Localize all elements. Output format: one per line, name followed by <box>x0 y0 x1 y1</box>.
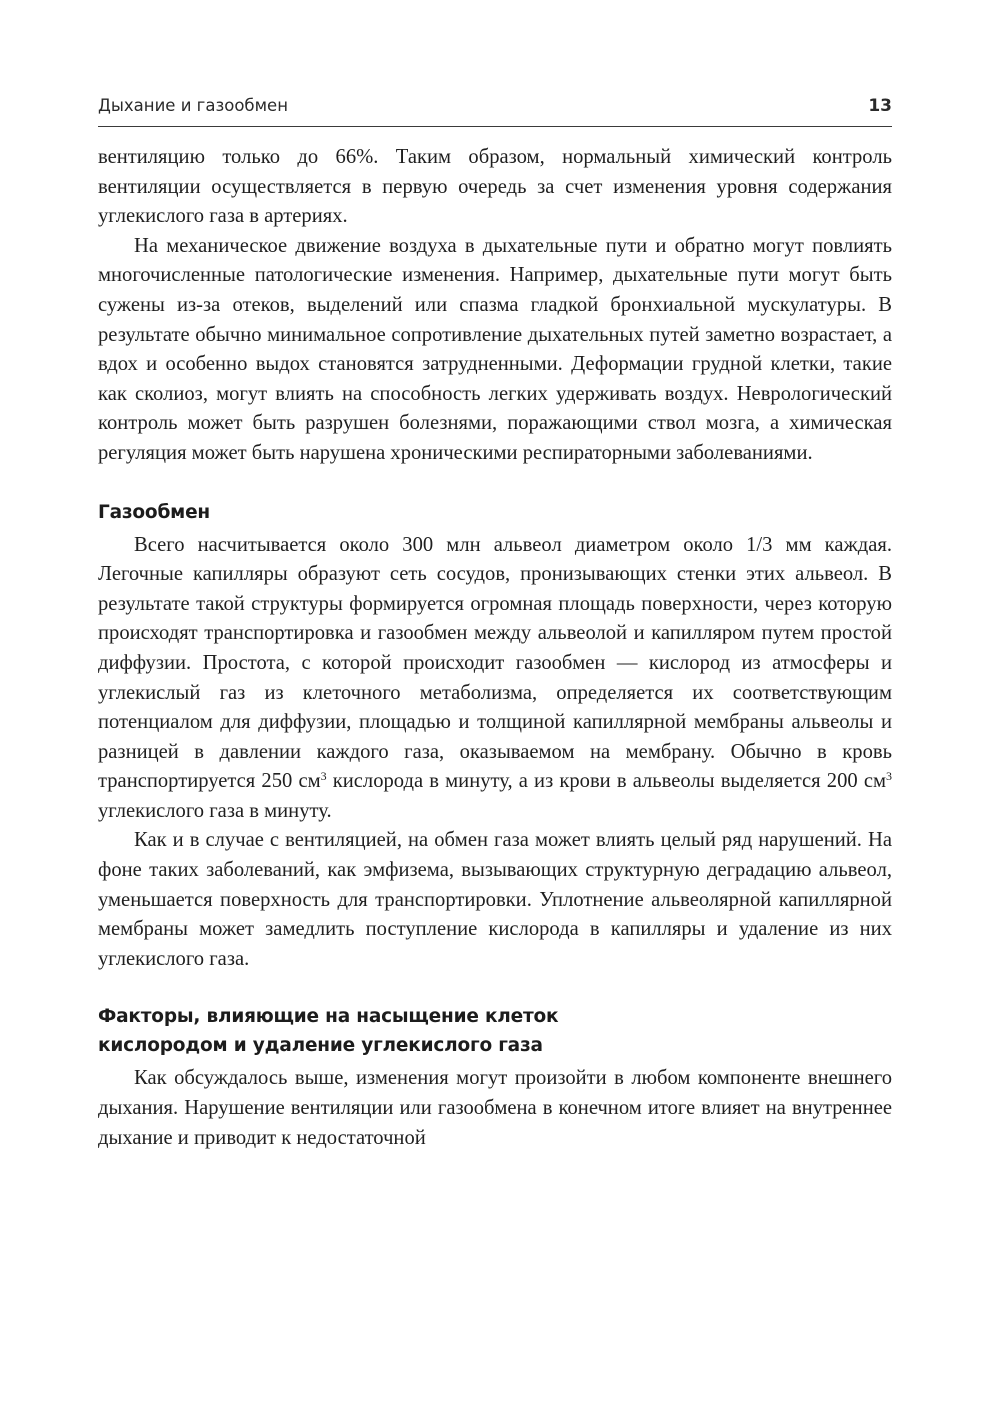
book-page <box>98 96 892 1153</box>
alveoli-text-part3: углекислого газа в минуту. <box>98 799 332 822</box>
section-heading-factors-line2: кислородом и удаление углекислого газа <box>98 1035 543 1057</box>
paragraph-external-respiration: Как обсуждалось выше, изменения могут произойти в любом компоненте внешнего дыхания. Нарушение вентиляции или газообмена в конечном итоге влияет на внутреннее дыхание и приводит к недостаточной <box>98 1067 892 1149</box>
superscript-cubic-2: 3 <box>886 769 892 784</box>
paragraph-exchange-disorders: Как и в случае с вентиляцией, на обмен газа может влиять целый ряд нарушений. На фоне таких заболеваний, как эмфизема, вызывающих структурную деградацию альвеол, уменьшается поверхность для транспортировки. Уплотнение альвеолярной капиллярной мембраны может замедлить поступление кислорода в капилляры и удаление из них углекислого газа. <box>98 829 892 970</box>
section-heading-factors <box>98 1002 892 1060</box>
alveoli-text-part2: кислорода в минуту, а из крови в альвеолы выделяется 200 см <box>326 770 886 793</box>
running-head-title: Дыхание и газообмен <box>98 96 288 115</box>
section-heading-gas-exchange: Газообмен <box>98 501 211 523</box>
section-heading-factors-line1: Факторы, влияющие на насыщение клеток <box>98 1006 559 1028</box>
alveoli-text-part1: Всего насчитывается около 300 млн альвеол диаметром около 1/3 мм каждая. Легочные капилляры образуют сеть сосудов, пронизывающих стенки этих альвеол. В результате такой структуры формируется огромная площадь поверхности, через которую происходят транспортировка и газообмен между альвеолой и капилляром путем простой диффузии. Простота, с которой происходит газообмен — кислород из атмосферы и углекислый газ из клеточного метаболизма, определяется их соответствующим потенциалом для диффузии, площадью и толщиной капиллярной мембраны альвеолы и разницей в давлении каждого газа, оказываемом на мембрану. Обычно в кровь транспортируется 250 см <box>98 533 892 793</box>
paragraph-continuation: вентиляцию только до 66%. Таким образом, нормальный химический контроль вентиляции осуществляется в первую очередь за счет изменения уровня содержания углекислого газа в артериях. <box>98 146 892 228</box>
running-head <box>98 96 892 127</box>
superscript-cubic-1: 3 <box>320 769 327 784</box>
page-number: 13 <box>868 96 892 116</box>
paragraph-mechanical-movement: На механическое движение воздуха в дыхательные пути и обратно могут повлиять многочисленные патологические изменения. Например, дыхательные пути могут быть сужены из-за отеков, выделений или спазма гладкой бронхиальной мускулатуры. В результате обычно минимальное сопротивление дыхательных путей заметно возрастает, а вдох и особенно выдох становятся затрудненными. Деформации грудной клетки, такие как сколиоз, могут влиять на способность легких удерживать воздух. Неврологический контроль может быть разрушен болезнями, поражающими ствол мозга, а химическая регуляция может быть нарушена хроническими респираторными заболеваниями. <box>98 234 892 464</box>
paragraph-alveoli <box>98 531 892 827</box>
